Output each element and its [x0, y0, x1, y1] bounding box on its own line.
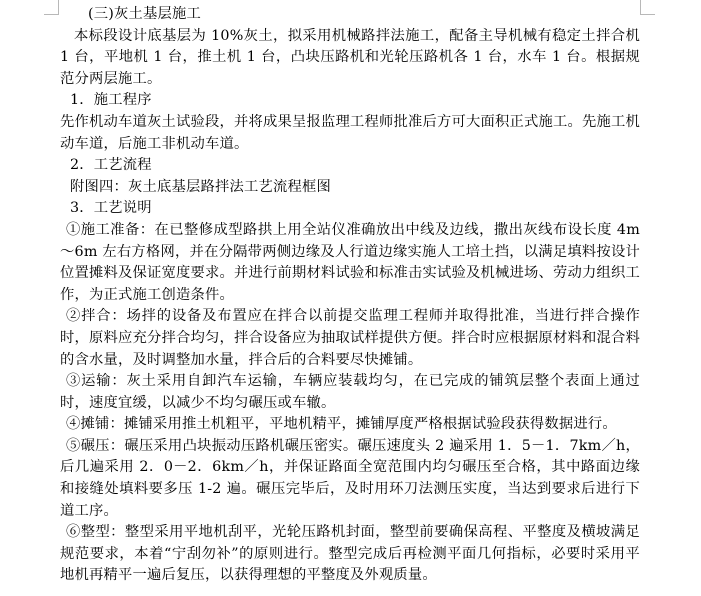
- step-paragraph-compaction: ⑤碾压：碾压采用凸块振动压路机碾压密实。碾压速度头 2 遍采用 1．5－1．7km／h，后几遍采用 2．0－2．6km／h，并保证路面全宽范围内均匀碾压至合格，其中路面边缘和接缝处填料要多压 1-2 遍。碾压完毕后，及时用环刀法测压实度，当达到要求后进行下道工序。: [60, 437, 640, 519]
- page-margin-corner-top-left: [44, 0, 59, 15]
- step-paragraph-preparation: ①施工准备：在已整修成型路拱上用全站仪准确放出中线及边线，撒出灰线布设长度 4m～6m 左右方格网，并在分隔带两侧边缘及人行道边缘实施人工培土挡，以满足填料按设计位置摊料及保证宽度要求。并进行前期材料试验和标准击实试验及机械进场、劳动力组织工作，为正式施工创造条件。: [60, 221, 640, 303]
- step-paragraph-spreading: ④摊铺：摊铺采用推土机粗平，平地机精平，摊铺厚度严格根据试验段获得数据进行。: [66, 416, 617, 433]
- document-body: [60, 4, 640, 587]
- procedure-paragraph: 先作机动车道灰土试验段，并将成果呈报监理工程师批准后方可大面积正式施工。先施工机动车道，后施工非机动车道。: [60, 113, 640, 152]
- subsection-title-process-flow: 2．工艺流程: [70, 157, 152, 174]
- subsection-title-procedure: 1．施工程序: [70, 92, 152, 109]
- step-paragraph-transport: ③运输：灰土采用自卸汽车运输，车辆应装载均匀，在已完成的铺筑层整个表面上通过时，速度宜缓，以减少不均匀碾压或车辙。: [60, 373, 640, 411]
- process-flow-paragraph: 附图四：灰土底基层路拌法工艺流程框图: [70, 178, 331, 195]
- step-paragraph-shaping: ⑥整型：整型采用平地机刮平，光轮压路机封面，整型前要确保高程、平整度及横坡满足规范要求，本着“宁刮勿补”的原则进行。整型完成后再检测平面几何指标，必要时采用平地机再精平一遍后复压，以获得理想的平整度及外观质量。: [60, 524, 640, 584]
- step-paragraph-mixing: ②拌合：场拌的设备及布置应在拌合以前提交监理工程师并取得批准，当进行拌合操作时，原料应充分拌合均匀，拌合设备应为抽取试样提供方便。拌合时应根据原材料和混合料的含水量，及时调整加水量，拌合后的合料要尽快摊铺。: [60, 308, 640, 368]
- page-margin-corner-top-right: [640, 0, 655, 15]
- section-heading: (三)灰土基层施工: [88, 6, 202, 22]
- intro-paragraph: 本标段设计底基层为 10%灰土，拟采用机械路拌法施工，配备主导机械有稳定土拌合机 1 台，平地机 1 台，推土机 1 台，凸块压路机和光轮压路机各 1 台，水车 1 台。根据规范分两层施工。: [60, 27, 640, 87]
- subsection-title-process-description: 3．工艺说明: [70, 200, 152, 217]
